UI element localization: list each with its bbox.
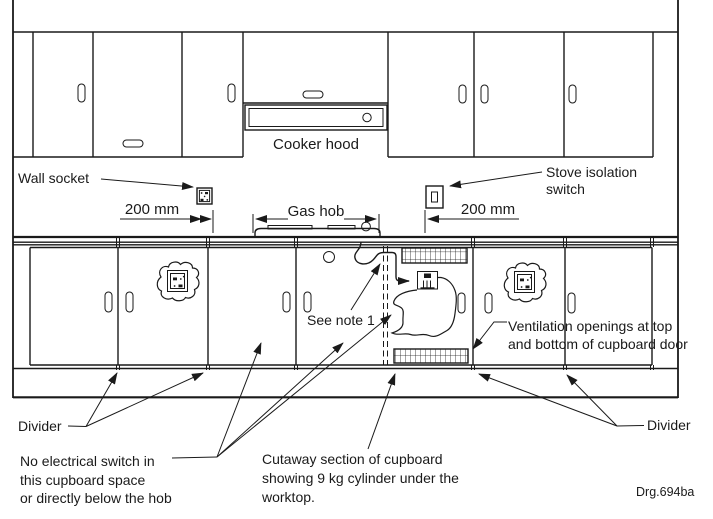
cutaway-label-1: Cutaway section of cupboard <box>262 451 443 467</box>
cooker-hood-icon <box>245 105 387 130</box>
bottom-vent-grille-icon <box>394 349 468 363</box>
gas-regulator-icon <box>418 272 438 290</box>
no-switch-leaders <box>172 315 391 458</box>
wall-socket-leader <box>101 179 193 187</box>
divider-right-label: Divider <box>647 417 691 433</box>
dim-left-label: 200 mm <box>124 201 180 218</box>
see-note-leader <box>351 264 380 310</box>
base-handle-icons <box>105 292 575 313</box>
no-switch-label-1: No electrical switch in <box>20 453 155 469</box>
wall-socket-label: Wall socket <box>18 170 90 186</box>
pipe-entry-circle <box>324 252 335 263</box>
stove-isolation-switch-icon <box>426 186 443 208</box>
stove-isolation-label-2: switch <box>546 181 585 197</box>
cutaway-label-2: showing 9 kg cylinder under the <box>262 470 459 486</box>
divider-dashed-icon <box>384 246 388 365</box>
vent-label-2: and bottom of cupboard door <box>508 336 688 352</box>
divider-right-leaders <box>479 374 644 426</box>
drawing-number: Drg.694ba <box>636 485 695 499</box>
gas-hob-label: Gas hob <box>287 203 345 220</box>
divider-left-leaders <box>68 373 203 427</box>
gas-hob-icon <box>255 222 380 237</box>
worktop <box>13 237 678 245</box>
no-switch-label-3: or directly below the hob <box>20 490 172 506</box>
wall-socket-icon <box>197 188 212 204</box>
see-note-label: See note 1 <box>307 312 375 328</box>
no-switch-label-2: this cupboard space <box>20 472 146 488</box>
cutaway-label-3: worktop. <box>262 489 315 505</box>
stove-isolation-label-1: Stove isolation <box>546 164 638 180</box>
vent-leader <box>473 322 507 349</box>
vent-label-1: Ventilation openings at top <box>508 318 673 334</box>
cutaway-leader <box>368 374 395 449</box>
divider-left-label: Divider <box>18 418 62 434</box>
top-vent-grille-icon <box>402 248 467 263</box>
cooker-hood-label: Cooker hood <box>273 136 359 153</box>
dim-right-label: 200 mm <box>460 201 516 218</box>
stove-isolation-leader <box>450 172 542 186</box>
plinth <box>13 369 678 398</box>
socket-cloud-right-icon <box>504 263 546 302</box>
gas-cylinder-icon <box>392 278 456 337</box>
socket-cloud-left-icon <box>157 262 199 301</box>
